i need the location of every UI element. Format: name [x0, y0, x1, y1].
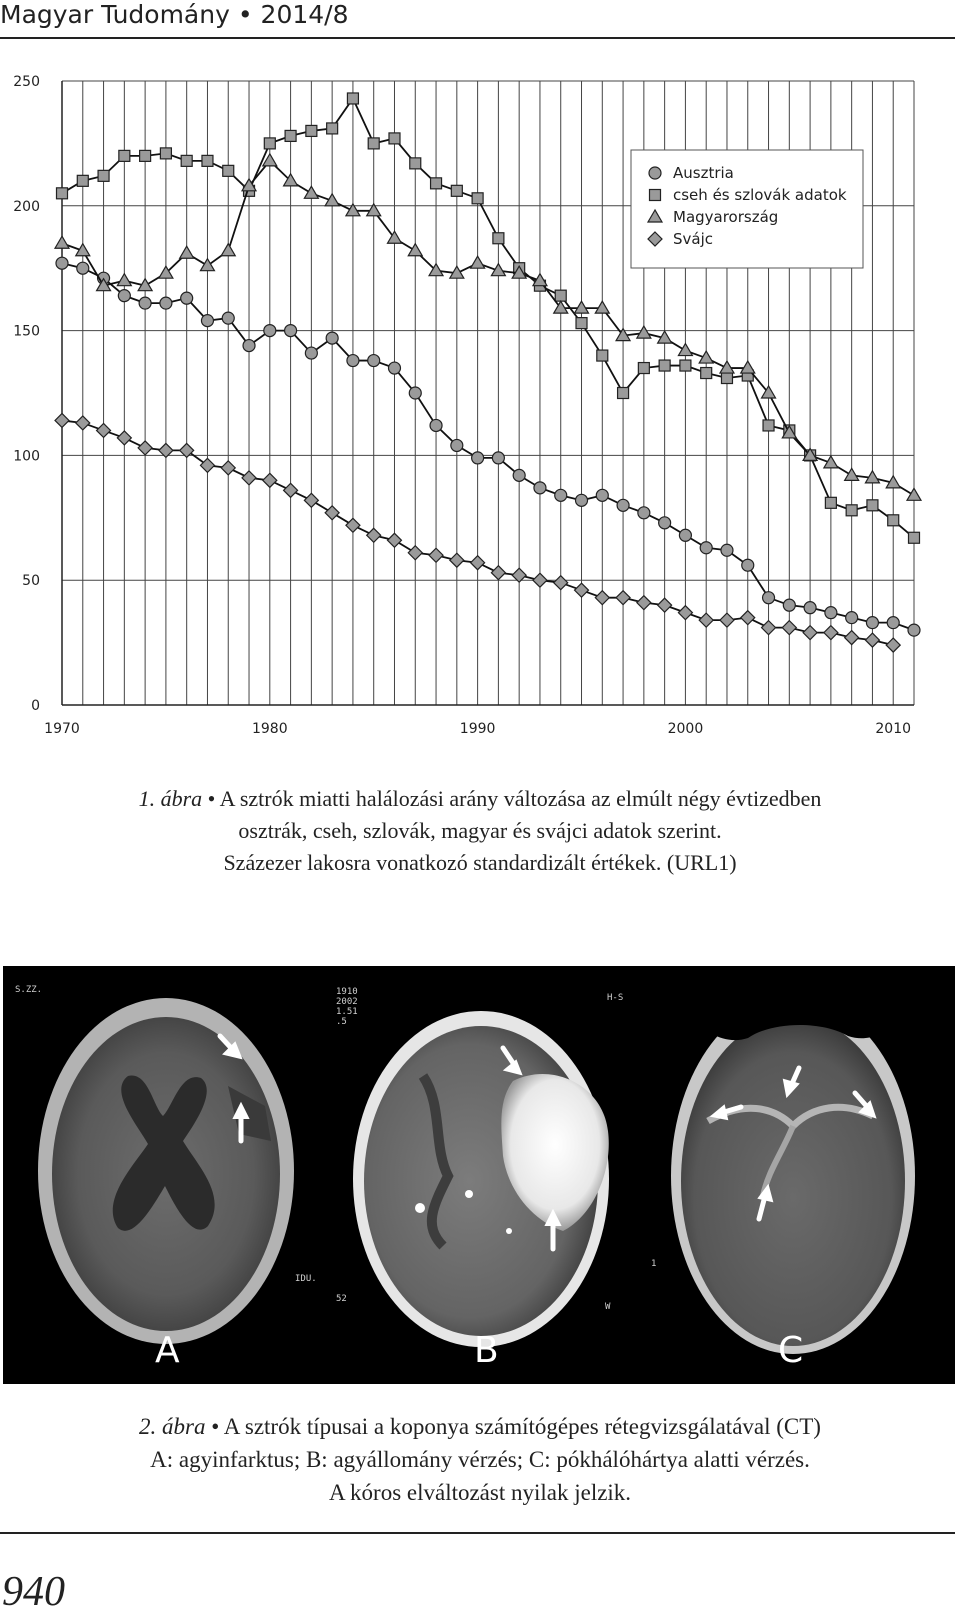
data-point: [596, 489, 608, 501]
data-point: [57, 188, 68, 199]
data-point: [201, 315, 213, 327]
data-point: [638, 507, 650, 519]
data-point: [867, 500, 878, 511]
panel-label-a: A: [155, 1330, 180, 1371]
panel-label-c: C: [778, 1330, 804, 1371]
data-point: [408, 546, 422, 560]
data-point: [55, 236, 69, 248]
data-point: [471, 256, 485, 268]
figure1-caption-line3: Százezer lakosra vonatkozó standardizált értékek. (URL1): [223, 850, 737, 875]
data-point: [678, 344, 692, 356]
panel-label-b: B: [474, 1330, 499, 1371]
data-point: [139, 297, 151, 309]
x-tick-label: 2010: [875, 721, 912, 737]
data-point: [119, 150, 130, 161]
data-point: [741, 611, 755, 625]
data-point: [56, 257, 68, 269]
data-point: [367, 528, 381, 542]
data-point: [181, 155, 192, 166]
data-point: [534, 482, 546, 494]
data-point: [140, 150, 151, 161]
y-tick-label: 200: [13, 198, 40, 215]
data-point: [472, 193, 483, 204]
data-point: [886, 638, 900, 652]
data-point: [782, 621, 796, 635]
data-point: [389, 133, 400, 144]
data-point: [678, 606, 692, 620]
x-tick-label: 1980: [251, 721, 288, 737]
data-point: [160, 297, 172, 309]
data-point: [76, 416, 90, 430]
scan-text-05: .5: [336, 1017, 347, 1027]
data-point: [865, 633, 879, 647]
x-tick-label: 1990: [459, 721, 496, 737]
data-point: [305, 347, 317, 359]
y-tick-label: 100: [13, 448, 40, 465]
data-point: [649, 167, 661, 179]
legend-entry-label: cseh és szlovák adatok: [673, 186, 847, 204]
data-point: [138, 441, 152, 455]
data-point: [763, 420, 774, 431]
data-point: [223, 165, 234, 176]
figure2-caption-line3: A kóros elváltozást nyilak jelzik.: [328, 1480, 632, 1505]
data-point: [595, 591, 609, 605]
data-point: [597, 350, 608, 361]
data-point: [55, 413, 69, 427]
data-point: [346, 518, 360, 532]
data-point: [658, 598, 672, 612]
data-point: [908, 624, 920, 636]
data-point: [409, 387, 421, 399]
data-point: [638, 363, 649, 374]
data-point: [77, 175, 88, 186]
page-number: 940: [2, 1569, 65, 1615]
data-point: [866, 617, 878, 629]
data-point: [304, 186, 318, 198]
data-point: [492, 452, 504, 464]
data-point: [431, 178, 442, 189]
data-point: [845, 631, 859, 645]
data-point: [117, 431, 131, 445]
data-point: [576, 494, 588, 506]
data-point: [650, 190, 661, 201]
data-point: [575, 583, 589, 597]
ct-scan-panel: [3, 966, 955, 1384]
figure2-caption-text1: A sztrók típusai a koponya számítógépes rétegvizsgálatával (CT): [223, 1414, 821, 1439]
data-point: [846, 505, 857, 516]
data-point: [845, 468, 859, 480]
data-point: [222, 312, 234, 324]
y-tick-label: 50: [22, 573, 40, 590]
data-point: [888, 515, 899, 526]
data-point: [181, 292, 193, 304]
data-point: [368, 355, 380, 367]
data-point: [263, 473, 277, 487]
data-point: [429, 548, 443, 562]
data-point: [200, 458, 214, 472]
data-point: [471, 556, 485, 570]
data-point: [430, 419, 442, 431]
scan-text-idu: IDU.: [295, 1274, 317, 1284]
data-point: [533, 573, 547, 587]
data-point: [576, 318, 587, 329]
ct-scan-b: [353, 1011, 609, 1347]
data-point: [118, 290, 130, 302]
ct-scan-c: [671, 978, 915, 1354]
data-point: [491, 566, 505, 580]
data-point: [659, 517, 671, 529]
data-point: [242, 471, 256, 485]
figure1-caption-line2: osztrák, cseh, szlovák, magyar és svájci adatok szerint.: [238, 818, 722, 843]
data-point: [472, 452, 484, 464]
data-point: [368, 138, 379, 149]
x-tick-label: 1970: [44, 721, 80, 737]
data-point: [306, 125, 317, 136]
data-point: [410, 158, 421, 169]
data-point: [160, 148, 171, 159]
data-point: [742, 559, 754, 571]
data-point: [825, 607, 837, 619]
data-point: [701, 368, 712, 379]
data-point: [825, 497, 836, 508]
data-point: [659, 360, 670, 371]
scan-text-2002: 2002: [336, 997, 358, 1007]
data-point: [347, 355, 359, 367]
data-point: [909, 532, 920, 543]
data-point: [326, 332, 338, 344]
data-point: [408, 244, 422, 256]
line-chart: [0, 55, 960, 765]
chart-legend: [631, 150, 863, 268]
data-point: [762, 621, 776, 635]
data-point: [264, 138, 275, 149]
data-point: [555, 489, 567, 501]
scan-text-hs: H-S: [607, 993, 624, 1003]
footer-rule: [0, 1532, 955, 1534]
data-point: [637, 326, 651, 338]
data-point: [555, 290, 566, 301]
data-point: [618, 388, 629, 399]
data-point: [637, 596, 651, 610]
data-point: [77, 262, 89, 274]
figure2-caption-line2: A: agyinfarktus; B: agyállomány vérzés; C: pókhálóhártya alatti vérzés.: [150, 1447, 810, 1472]
data-point: [679, 529, 691, 541]
data-point: [741, 361, 755, 373]
data-point: [97, 423, 111, 437]
legend-entry-label: Magyarország: [673, 208, 779, 226]
data-point: [180, 246, 194, 258]
data-point: [388, 362, 400, 374]
data-point: [720, 361, 734, 373]
header-rule: [0, 37, 955, 39]
scan-text-1910: 1910: [336, 987, 358, 997]
scan-text-szz: S.ZZ.: [15, 985, 43, 995]
legend-entry-label: Ausztria: [673, 164, 734, 182]
data-point: [804, 602, 816, 614]
figure1-label: 1. ábra: [138, 786, 203, 811]
data-point: [680, 360, 691, 371]
figure1-separator: •: [202, 786, 220, 811]
brain-c: [681, 1016, 905, 1346]
data-point: [721, 373, 732, 384]
x-tick-label: 2000: [667, 721, 704, 737]
data-point: [450, 553, 464, 567]
data-point: [699, 613, 713, 627]
scan-text-52: 52: [336, 1294, 347, 1304]
scan-text-151: 1.51: [336, 1007, 358, 1017]
data-point: [783, 599, 795, 611]
figure2-caption-line1: [0, 1410, 960, 1443]
ct-scan-a: [38, 998, 294, 1344]
data-point: [451, 439, 463, 451]
data-point: [202, 155, 213, 166]
data-point: [327, 123, 338, 134]
figure2-separator: •: [205, 1414, 224, 1439]
data-point: [617, 499, 629, 511]
scan-text-1: 1: [651, 1259, 657, 1269]
y-tick-label: 150: [13, 323, 40, 340]
data-point: [700, 542, 712, 554]
figure2-caption: [0, 1410, 960, 1509]
figure2-label: 2. ábra: [139, 1414, 206, 1439]
data-point: [721, 544, 733, 556]
y-tick-label: 0: [31, 698, 40, 714]
figure1-caption: [0, 783, 960, 879]
data-point: [98, 170, 109, 181]
data-point: [285, 325, 297, 337]
data-point: [387, 533, 401, 547]
data-point: [304, 493, 318, 507]
data-point: [243, 340, 255, 352]
data-point: [595, 301, 609, 313]
figure1-caption-line1: [0, 783, 960, 815]
data-point: [285, 130, 296, 141]
data-point: [221, 244, 235, 256]
data-point: [347, 93, 358, 104]
data-point: [325, 506, 339, 520]
legend-entry-label: Svájc: [673, 230, 714, 248]
data-point: [575, 301, 589, 313]
data-point: [221, 461, 235, 475]
data-point: [200, 259, 214, 271]
data-point: [907, 488, 921, 500]
data-point: [846, 612, 858, 624]
data-point: [720, 613, 734, 627]
data-point: [264, 325, 276, 337]
data-point: [493, 233, 504, 244]
data-point: [803, 626, 817, 640]
data-point: [616, 591, 630, 605]
data-point: [763, 592, 775, 604]
data-point: [824, 626, 838, 640]
scan-text-w: W: [605, 1302, 611, 1312]
data-point: [117, 274, 131, 286]
data-point: [554, 576, 568, 590]
data-point: [513, 469, 525, 481]
data-point: [887, 617, 899, 629]
data-point: [451, 185, 462, 196]
figure1-caption-text1: A sztrók miatti halálozási arány változása az elmúlt négy évtizedben: [219, 786, 822, 811]
journal-header: Magyar Tudomány • 2014/8: [0, 0, 349, 29]
y-tick-label: 250: [13, 74, 40, 90]
data-point: [284, 483, 298, 497]
